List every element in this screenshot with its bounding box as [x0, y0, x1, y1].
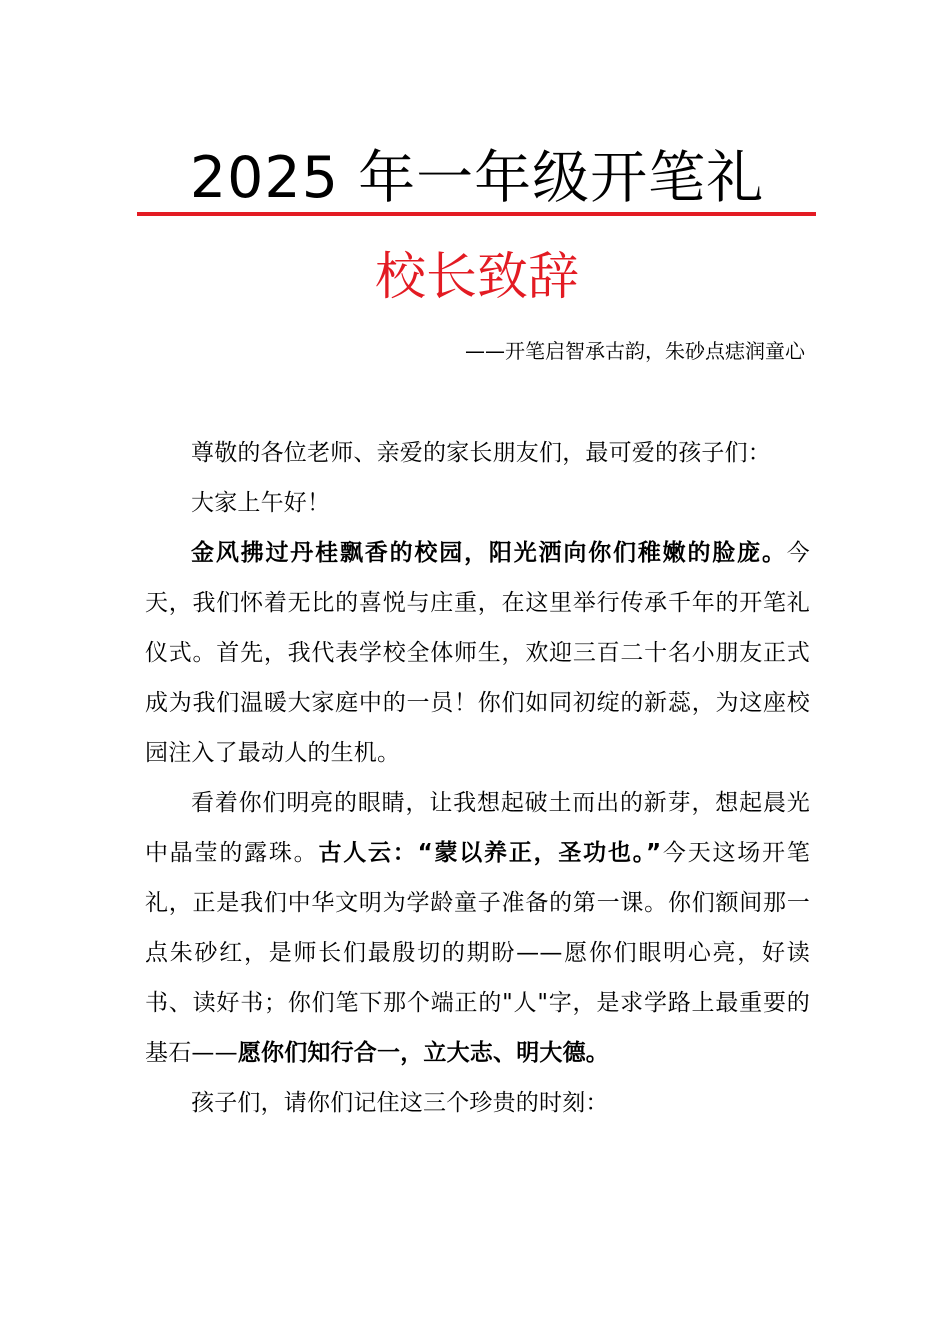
- paragraph-good-morning: 大家上午好！: [191, 490, 331, 516]
- paragraph-welcome-text: 今天，我们怀着无比的喜悦与庄重，在这里举行传承千年的开笔礼仪式。首先，我代表学校全体师生，欢迎三百二十名小朋友正式成为我们温暖大家庭中的一员！你们如同初绽的新蕊，为这座校园注入了最动人的生机。: [145, 540, 810, 766]
- paragraph-greeting: 尊敬的各位老师、亲爱的家长朋友们，最可爱的孩子们：: [191, 440, 771, 466]
- paragraph-meaning-bold-end: 愿你们知行合一，立大志、明大德。: [237, 1040, 610, 1066]
- paragraph-meaning-quote: 古人云：“蒙以养正，圣功也。”: [318, 840, 662, 866]
- paragraph-meaning: [145, 778, 810, 1078]
- document-subtitle: 校长致辞: [374, 248, 579, 307]
- speech-body: [145, 428, 810, 1128]
- document-title: 2025 年一年级开笔礼: [189, 145, 765, 211]
- paragraph-meaning-text-b: 今天这场开笔礼，正是我们中华文明为学龄童子准备的第一课。你们额间那一点朱砂红，是师长们最殷切的期盼——愿你们眼明心亮，好读书、读好书；你们笔下那个端正的"人"字，是求学路上最重要的基石——: [145, 840, 811, 1066]
- document-tagline: ——开笔启智承古韵，朱砂点痣润童心: [465, 339, 805, 363]
- paragraph-three-moments: 孩子们，请你们记住这三个珍贵的时刻：: [191, 1090, 609, 1116]
- paragraph-meaning-text-a: 看着你们明亮的眼睛，让我想起破土而出的新芽，想起晨光中晶莹的露珠。: [145, 790, 810, 866]
- title-divider: [137, 212, 816, 216]
- paragraph-welcome-bold: 金风拂过丹桂飘香的校园，阳光洒向你们稚嫩的脸庞。: [191, 540, 787, 566]
- paragraph-welcome: [145, 528, 810, 778]
